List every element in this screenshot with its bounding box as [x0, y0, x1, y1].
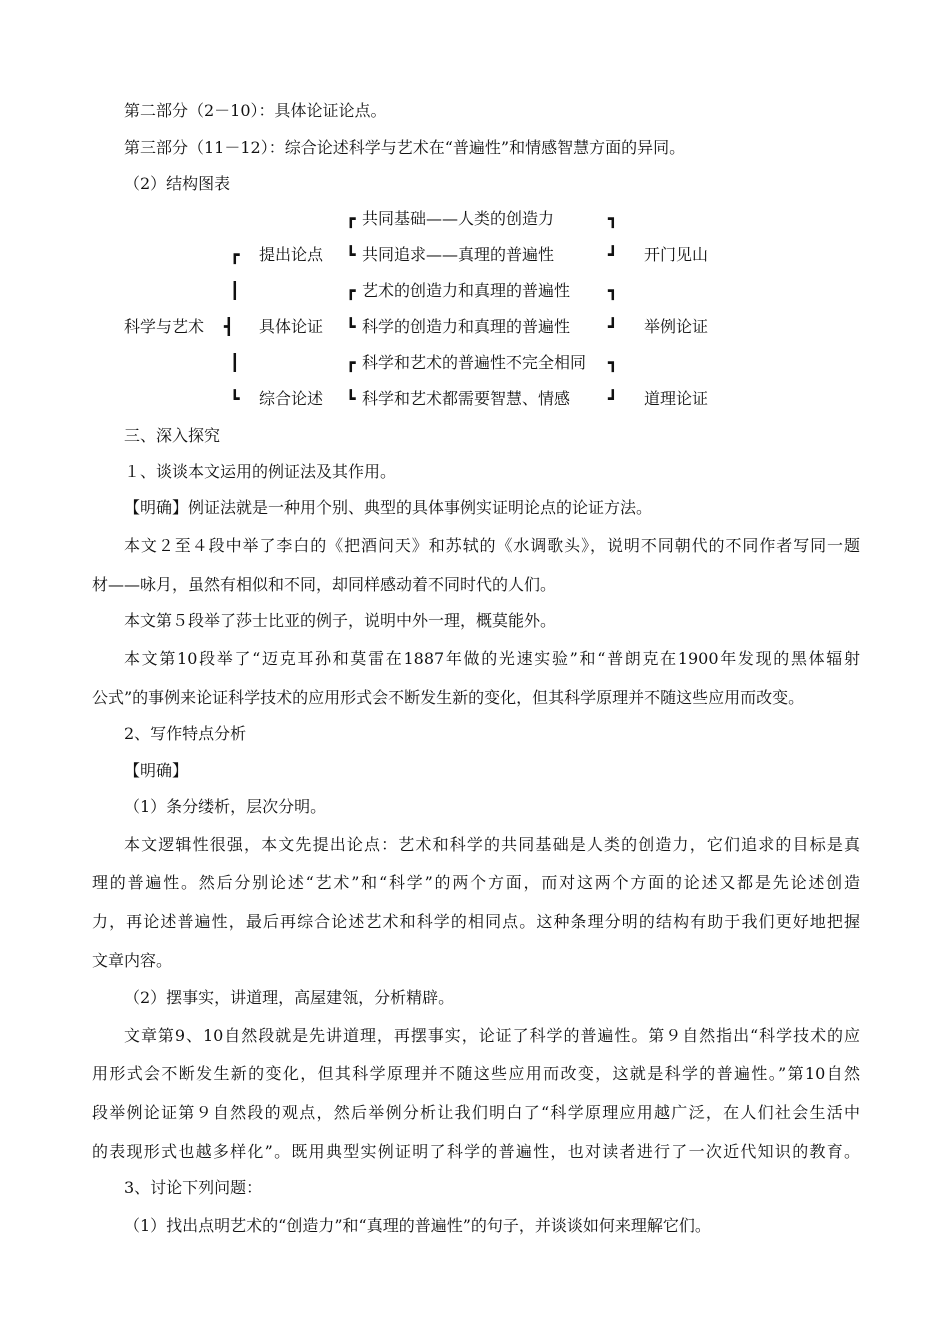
subpoint-line: （1）条分缕析，层次分明。: [124, 797, 327, 816]
bracket-right-top: ┓: [608, 353, 618, 372]
section-heading: 三、深入探究: [124, 426, 221, 445]
paragraph-line: 文章内容。: [92, 951, 173, 970]
bracket-middle: ┫: [224, 317, 234, 336]
diagram-method: 举例论证: [644, 317, 709, 336]
section-label: 提出论点: [259, 245, 324, 264]
question-line: １、谈谈本文运用的例证法及其作用。: [124, 462, 397, 481]
diagram-item: 科学的创造力和真理的普遍性: [362, 317, 571, 336]
paragraph-line: 理的普遍性。然后分别论述“艺术”和“科学”的两个方面，而对这两个方面的论述又都是先论述创造: [92, 873, 860, 892]
subpoint-line: （2）摆事实，讲道理，高屋建瓴，分析精辟。: [124, 988, 455, 1007]
diagram-item: 科学和艺术的普遍性不完全相同: [362, 353, 587, 372]
bracket-open: ┏: [346, 353, 356, 372]
question-line: 2、写作特点分析: [124, 724, 247, 743]
paragraph-line: 本文第５段举了莎士比亚的例子，说明中外一理，概莫能外。: [124, 611, 557, 630]
paragraph-line: 力，再论述普遍性，最后再综合论述艺术和科学的相同点。这种条理分明的结构有助于我们更好地把握: [92, 912, 860, 931]
paragraph-line: 文章第9、10自然段就是先讲道理，再摆事实，论证了科学的普遍性。第９自然指出“科学技术的应: [124, 1026, 860, 1045]
subpoint-line: （1）找出点明艺术的“创造力”和“真理的普遍性”的句子，并谈谈如何来理解它们。: [124, 1216, 711, 1235]
paragraph-line: 用形式会不断发生新的变化，但其科学原理并不随这些应用而改变，这就是科学的普遍性。”第10自然: [92, 1064, 860, 1083]
bracket-close-left: ┗: [346, 389, 356, 408]
paragraph-line: 材——咏月，虽然有相似和不同，却同样感动着不同时代的人们。: [92, 575, 557, 594]
section-label: 综合论述: [259, 389, 324, 408]
bracket-right-top: ┓: [608, 281, 618, 300]
paragraph-line: 本文逻辑性很强，本文先提出论点：艺术和科学的共同基础是人类的创造力，它们追求的目标是真: [124, 835, 860, 854]
answer-line: 【明确】例证法就是一种用个别、典型的具体事例实证明论点的论证方法。: [124, 498, 653, 517]
answer-line: 【明确】: [124, 761, 189, 780]
paragraph-line: 公式”的事例来论证科学技术的应用形式会不断发生新的变化，但其科学原理并不随这些应用而改变。: [92, 688, 805, 707]
bracket-vertical: ┃: [230, 353, 240, 372]
paragraph-line: 的表现形式也越多样化”。既用典型实例证明了科学的普遍性，也对读者进行了一次近代知识的教育。: [92, 1142, 860, 1161]
bracket-open: ┏: [346, 281, 356, 300]
diagram-root: 科学与艺术: [124, 317, 205, 336]
diagram-method: 道理论证: [644, 389, 709, 408]
bracket-top-left: ┏: [230, 245, 240, 264]
section-label: 具体论证: [259, 317, 324, 336]
bracket-bottom-left: ┗: [230, 389, 240, 408]
bracket-close-left: ┗: [346, 245, 356, 264]
text-line: （2）结构图表: [124, 174, 231, 193]
bracket-open: ┏: [346, 209, 356, 228]
diagram-item: 科学和艺术都需要智慧、情感: [362, 389, 571, 408]
bracket-right-bottom: ┛: [608, 245, 618, 264]
bracket-right-bottom: ┛: [608, 317, 618, 336]
text-line: 第三部分（11－12）：综合论述科学与艺术在“普遍性”和情感智慧方面的异同。: [124, 138, 686, 157]
paragraph-line: 本文第10段举了“迈克耳孙和莫雷在1887年做的光速实验”和“普朗克在1900年发现的黑体辐射: [124, 649, 860, 668]
diagram-item: 共同基础——人类的创造力: [362, 209, 555, 228]
question-line: 3、讨论下列问题：: [124, 1178, 263, 1197]
paragraph-line: 本文２至４段中举了李白的《把酒问天》和苏轼的《水调歌头》，说明不同朝代的不同作者写同一题: [124, 536, 860, 555]
bracket-vertical: ┃: [230, 281, 240, 300]
bracket-right-bottom: ┛: [608, 389, 618, 408]
text-line: 第二部分（2－10）：具体论证论点。: [124, 101, 387, 120]
paragraph-line: 段举例论证第９自然段的观点，然后举例分析让我们明白了“科学原理应用越广泛，在人们社会生活中: [92, 1103, 860, 1122]
diagram-item: 艺术的创造力和真理的普遍性: [362, 281, 571, 300]
bracket-right-top: ┓: [608, 209, 618, 228]
diagram-item: 共同追求——真理的普遍性: [362, 245, 555, 264]
diagram-method: 开门见山: [644, 245, 709, 264]
bracket-close-left: ┗: [346, 317, 356, 336]
